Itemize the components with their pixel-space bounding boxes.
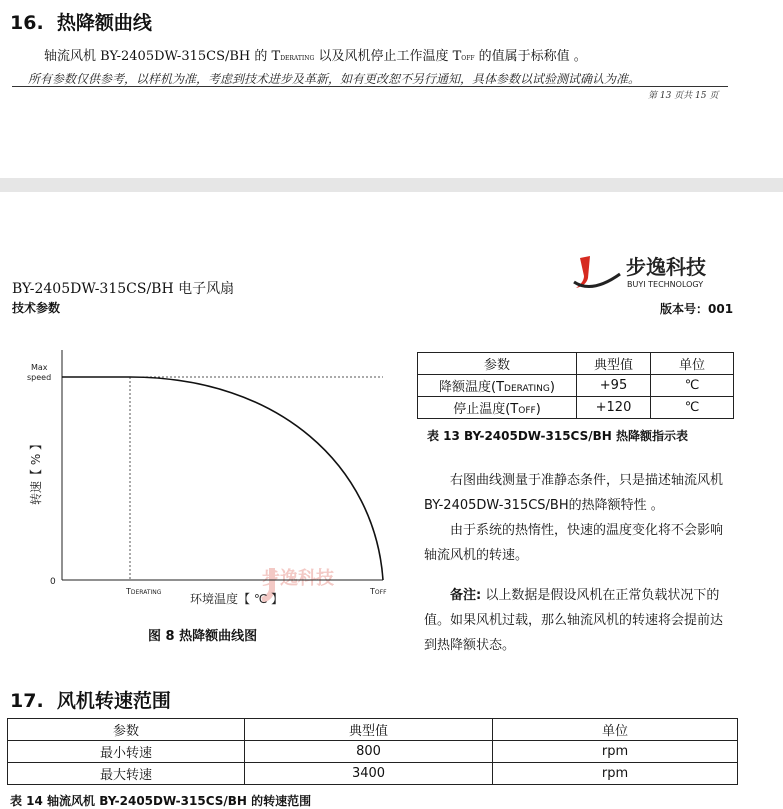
unit-cell: ℃ [651,375,734,397]
param-cell: 停止温度(TOFF) [418,397,577,419]
param-cell: 降额温度(TDERATING) [418,375,577,397]
intro-sub-derating: DERATING [280,55,315,62]
section-16-number: 16. [10,12,44,34]
table-row [8,741,738,763]
unit-cell: rpm [493,763,738,785]
note-paragraph-1: 右图曲线测量于准静态条件，只是描述轴流风机BY-2405DW-315CS/BH的热降额特性 。 [424,473,724,513]
table-header-row [418,353,734,375]
header-typical: 典型值 [245,719,493,741]
table-row [418,397,734,419]
remark-label: 备注: [450,588,482,603]
disclaimer-text: 所有参数仅供参考，以样机为准，考虑到技术进步及革新，如有更改恕不另行通知，具体参数以试验测试确认为准。 [28,72,641,86]
table-row [418,375,734,397]
logo-swoosh [574,274,620,287]
table-14-caption: 表 14 轴流风机 BY-2405DW-315CS/BH 的转速范围 [10,794,312,808]
value-cell: 3400 [245,763,493,785]
section-17-number: 17. [10,690,44,712]
speed-range-table [7,718,738,785]
x-axis-label: 环境温度【 ℃ 】 [190,592,284,606]
header-typical: 典型值 [577,353,651,375]
section-16-title: 热降额曲线 [56,12,152,34]
unit-cell: ℃ [651,397,734,419]
y-tick-max-line2: speed [27,373,52,382]
page-break-band [0,178,783,192]
intro-part-c: 的值属于标称值 。 [474,49,587,64]
footer-divider [12,86,728,87]
param-cell: 最大转速 [8,763,245,785]
value-cell: 800 [245,741,493,763]
section-16-intro [44,45,587,64]
logo-name-en: BUYI TECHNOLOGY [627,280,704,289]
value-cell: +95 [577,375,651,397]
y-axis-label: 转速【 % 】 [29,437,43,505]
notes-block [424,468,734,568]
logo-name: 步逸科技 [626,255,706,279]
section-17-heading [10,686,171,713]
intro-part-b: 以及风机停止工作温度 T [314,49,462,64]
note-paragraph-2: 由于系统的热惰性，快速的温度变化将不会影响轴流风机的转速。 [424,523,724,563]
unit-cell: rpm [493,741,738,763]
remark-text: 以上数据是假设风机在正常负载状况下的值。如果风机过载，那么轴流风机的转速将会提前达到热降额状态。 [424,588,724,653]
table-13-caption: 表 13 BY-2405DW-315CS/BH 热降额指示表 [427,429,688,443]
document-subtitle: 技术参数 [12,301,61,315]
table-header-row [8,719,738,741]
intro-part-a: 轴流风机 BY-2405DW-315CS/BH 的 T [44,49,281,64]
company-logo [572,252,732,292]
header-unit: 单位 [493,719,738,741]
intro-sub-off: OFF [461,55,475,62]
header-param: 参数 [8,719,245,741]
figure-caption: 图 8 热降额曲线图 [148,629,258,644]
header-unit: 单位 [651,353,734,375]
x-tick-toff: TOFF [370,587,387,596]
section-17-title: 风机转速范围 [56,690,171,712]
derating-chart [0,340,410,620]
section-16-heading [10,8,152,35]
y-tick-zero: 0 [50,577,56,587]
table-row [8,763,738,785]
value-cell: +120 [577,397,651,419]
version-number: 版本号：001 [660,302,734,316]
remark-paragraph [424,583,734,658]
derating-table [417,352,734,419]
chart-watermark: 步逸科技 [262,568,334,589]
document-model: BY-2405DW-315CS/BH 电子风扇 [12,281,235,297]
page-number: 第 13 页共 15 页 [648,91,719,101]
y-tick-max-line1: Max [31,363,48,372]
header-param: 参数 [418,353,577,375]
param-cell: 最小转速 [8,741,245,763]
derating-curve [62,377,383,580]
x-tick-tderating: TDERATING [126,587,162,596]
